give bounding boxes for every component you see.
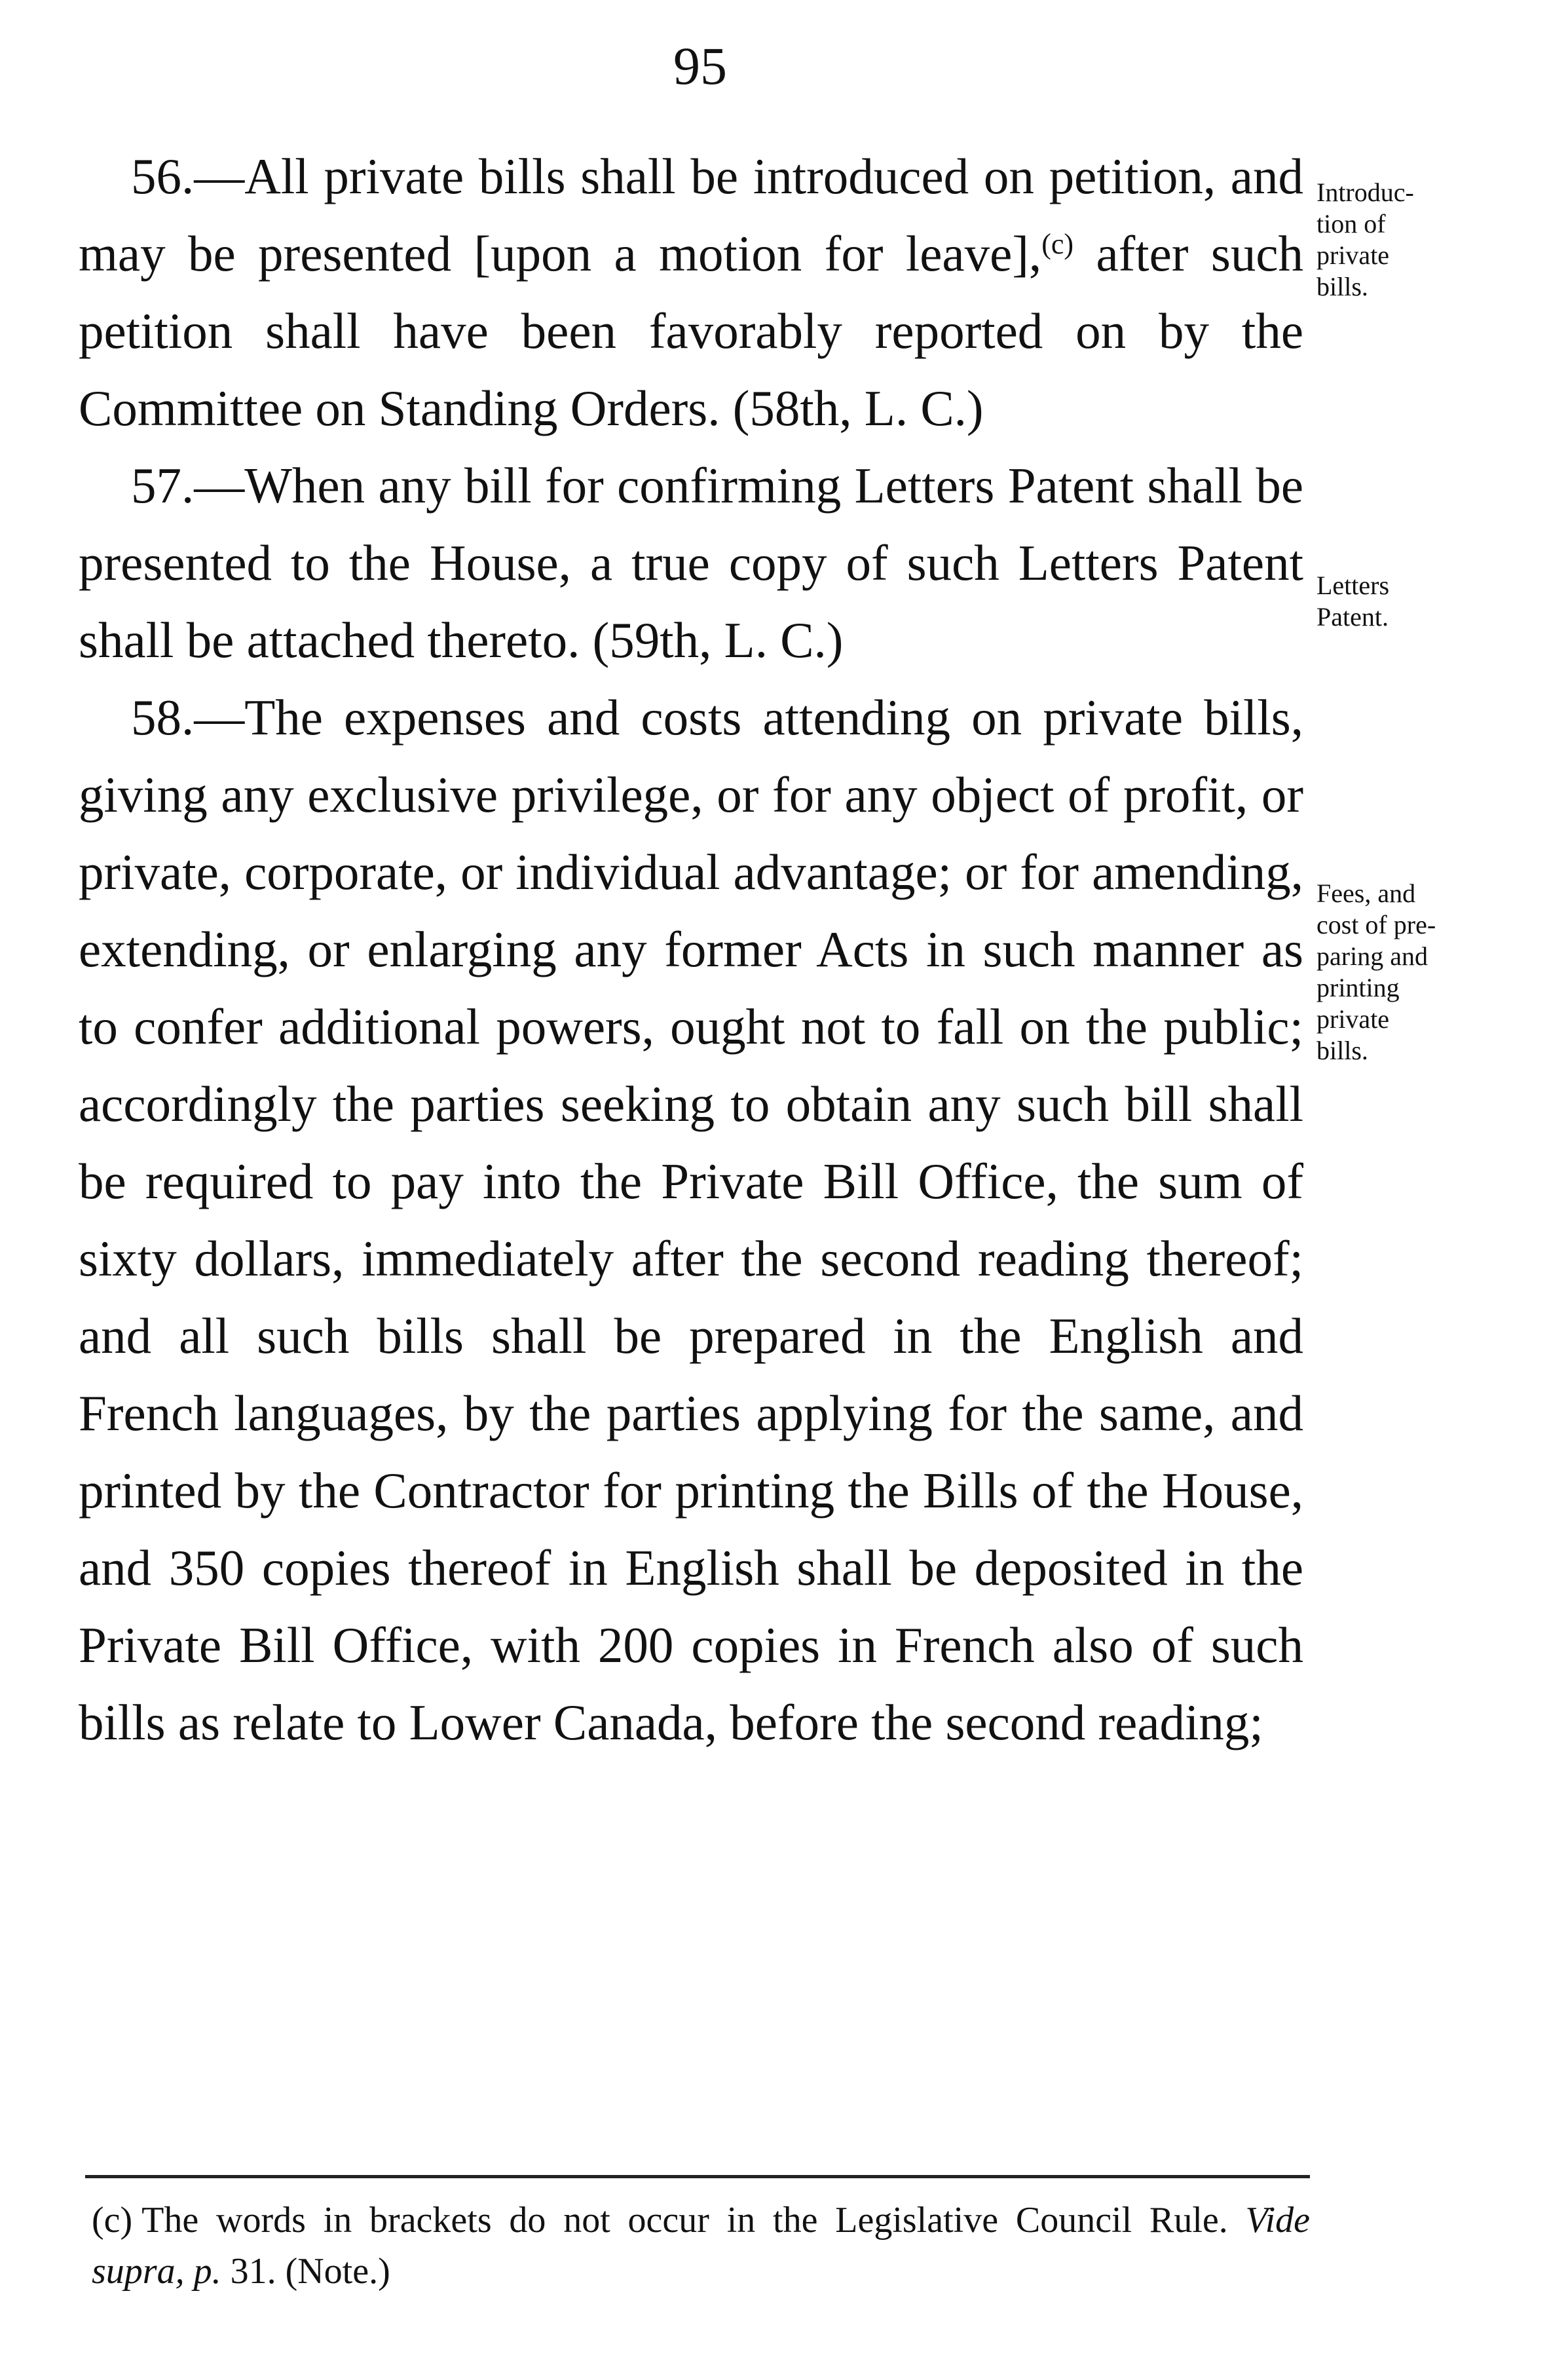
paragraph-number: 56. bbox=[131, 148, 195, 204]
paragraph-number: 57. bbox=[131, 457, 195, 514]
footnote-divider bbox=[85, 2175, 1310, 2178]
paragraph-56 bbox=[79, 138, 1303, 447]
body-text bbox=[79, 138, 1303, 1761]
paragraph-text: after such petition shall have been favorably reported on by the Committee on Standing Orders. (58th, L. C.) bbox=[79, 225, 1304, 436]
margin-note-introduction: Introduc- tion of private bills. bbox=[1316, 178, 1414, 301]
margin-note-letters-patent: Letters Patent. bbox=[1316, 571, 1390, 632]
footnote-mark: (c) bbox=[92, 2200, 133, 2240]
footnote-reference-italic: Vide supra, p. bbox=[92, 2200, 1310, 2292]
paragraph-text: —When any bill for confirming Letters Patent shall be presented to the House, a true copy of such Letters Patent shall be attached thereto. (59th, L. C.) bbox=[79, 457, 1303, 668]
footnote bbox=[92, 2195, 1310, 2297]
footnote-reference: (c) bbox=[1041, 228, 1074, 260]
paragraph-text: —The expenses and costs attending on private bills, giving any exclusive privilege, or for any object of profit, or private, corporate, or individual advantage; or for amending, extending, or enlarging any former Acts in such manner as to confer additional powers, ought not to fall on the public; accordingly the parties seeking to obtain any such bill shall be required to pay into the Private Bill Office, the sum of sixty dollars, immediately after the second reading thereof; and all such bills shall be prepared in the English and French languages, by the parties applying for the same, and printed by the Contractor for printing the Bills of the House, and 350 copies thereof in English shall be deposited in the Private Bill Office, with 200 copies in French also of such bills as relate to Lower Canada, before the second reading; bbox=[79, 689, 1303, 1750]
page-number: 95 bbox=[673, 36, 727, 96]
paragraph-58 bbox=[79, 679, 1303, 1761]
footnote-reference-rest: 31. (Note.) bbox=[230, 2251, 390, 2292]
paragraph-57 bbox=[79, 447, 1303, 679]
footnote-text: The words in brackets do not occur in the Legislative Council Rule. bbox=[141, 2200, 1228, 2240]
paragraph-number: 58. bbox=[131, 689, 195, 746]
paragraph-text: —All private bills shall be introduced on petition, and may be presented [upon a motion for leave], bbox=[79, 148, 1303, 282]
margin-note-fees: Fees, and cost of pre- paring and printing private bills. bbox=[1316, 879, 1436, 1065]
